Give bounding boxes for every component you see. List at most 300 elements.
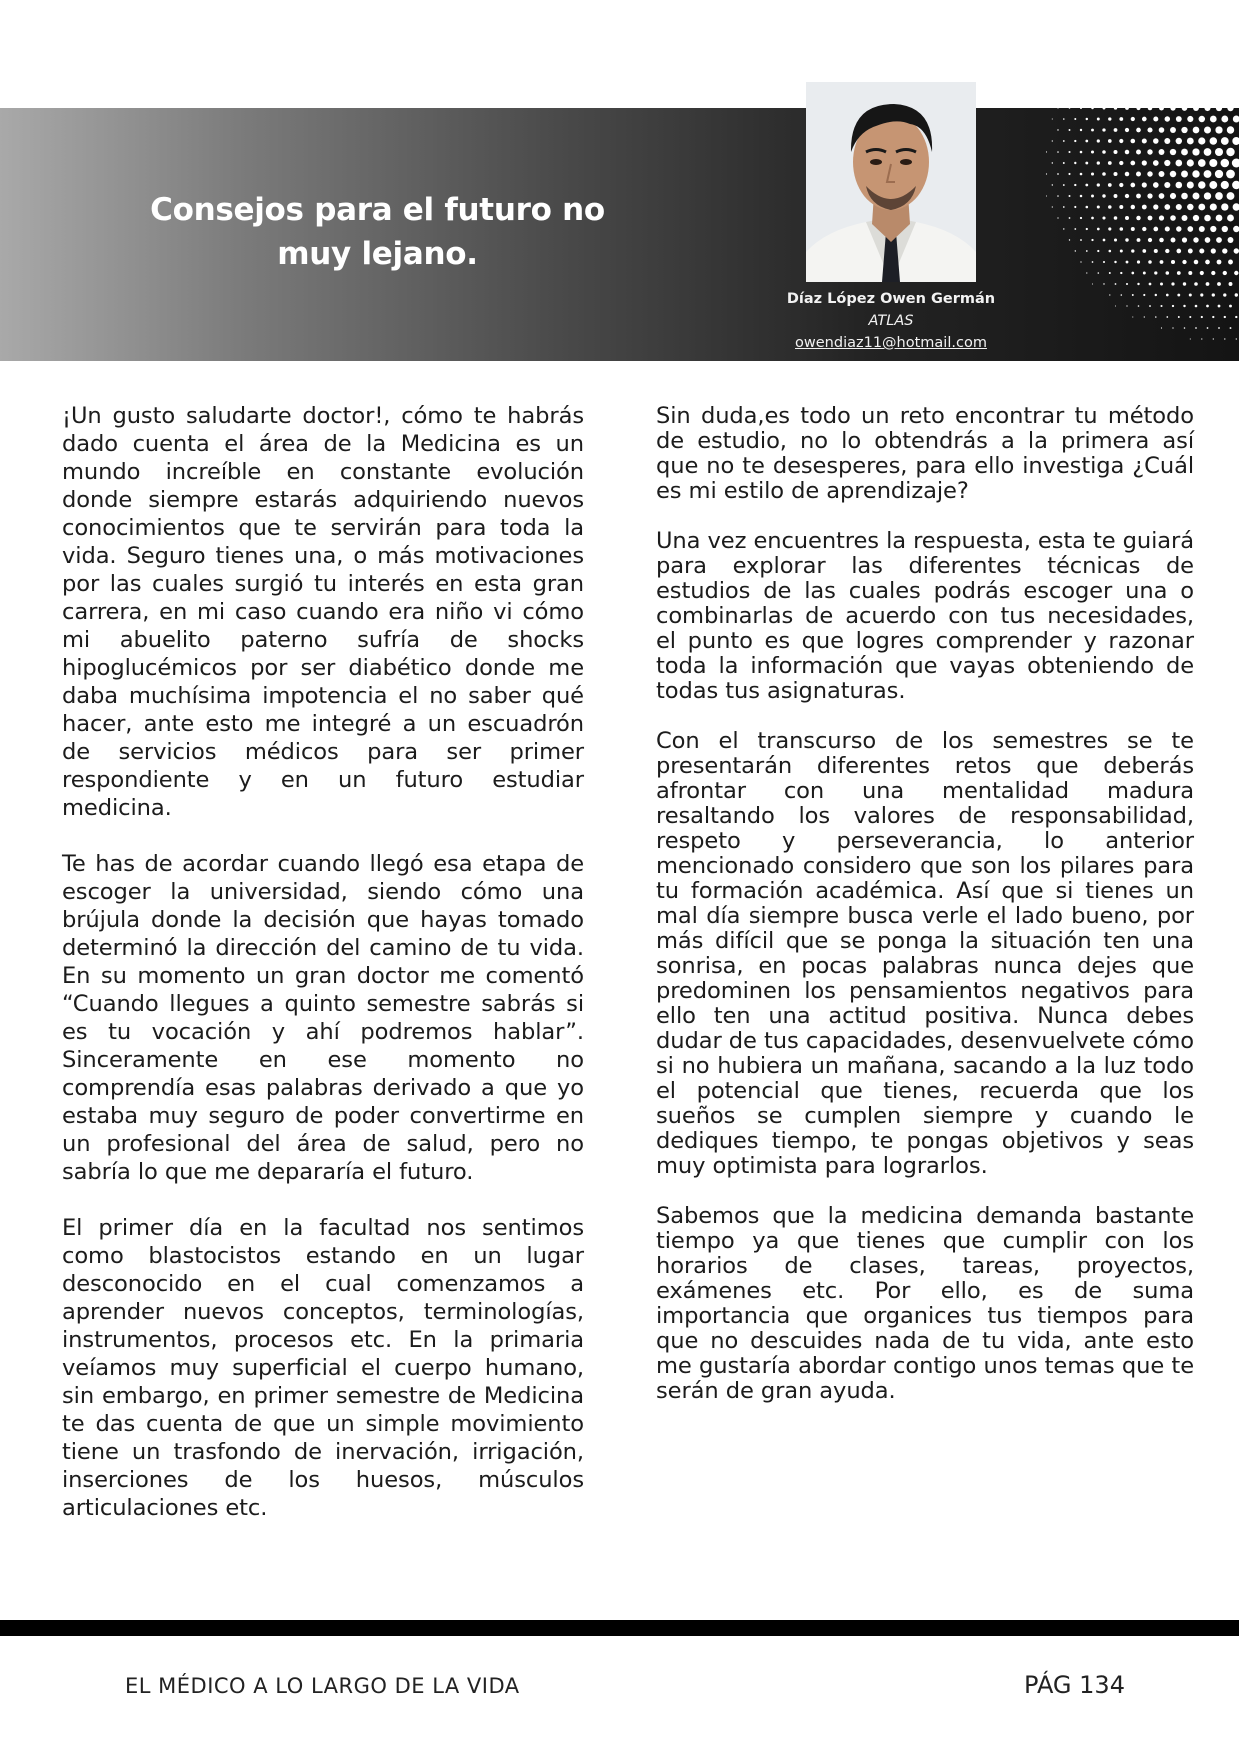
- halftone-dot: [1125, 238, 1128, 241]
- halftone-dot: [1200, 293, 1203, 296]
- halftone-dot: [1063, 118, 1065, 120]
- halftone-dot: [1193, 215, 1199, 221]
- halftone-dot: [1097, 272, 1099, 274]
- halftone-dot: [1215, 170, 1223, 178]
- halftone-dot: [1086, 118, 1088, 120]
- halftone-dot: [1108, 139, 1112, 143]
- halftone-dot: [1181, 127, 1187, 133]
- halftone-dot: [1232, 181, 1239, 189]
- halftone-dot: [1172, 305, 1174, 307]
- halftone-dot: [1176, 116, 1182, 122]
- halftone-dot: [1176, 204, 1182, 210]
- halftone-dot: [1181, 171, 1188, 178]
- halftone-dot: [1182, 260, 1186, 264]
- halftone-dot: [1159, 193, 1165, 199]
- halftone-dot: [1193, 108, 1199, 111]
- halftone-dot: [1223, 271, 1227, 275]
- paragraph: Con el transcurso de los semestres se te presentarán diferentes retos que deberás afrontar con una mentalidad madura resaltando los valores de responsabilidad, respeto y perseverancia, lo anterior mencionado considero que son los pilares para tu formación académica. Así que si tienes un mal día siempre busca verle el lado bueno, por más difícil que se ponga la situación ten una sonrisa, en pocas palabras nunca dejes que predominen los pensamientos negativos para ello ten una actitud positiva. Nunca debes dudar de tus capacidades, desenvuelvete cómo si no hubiera un mañana, sacando a la luz todo el potencial que tienes, recuerda que los sueños se cumplen siempre y cuando le dediques tiempo, te pongas objetivos y seas muy optimista para lograrlos.: [656, 728, 1194, 1179]
- halftone-dot: [1147, 171, 1152, 176]
- halftone-dot: [1057, 108, 1058, 109]
- halftone-dot: [1170, 149, 1176, 155]
- halftone-dot: [1159, 171, 1165, 177]
- paragraph: Te has de acordar cuando llegó esa etapa de escoger la universidad, siendo cómo una brújula donde la decisión que hayas tomado determinó la dirección del camino de tu vida. En su momento un gran doctor me comentó “Cuando llegues a quinto semestre sabrás si es tu vocación y ahí podremos hablar”. Sinceramente en ese momento no comprendía esas palabras derivado a que yo estaba muy seguro de poder convertirme en un profesional del área de salud, pero no sabría lo que me depararía el futuro.: [62, 851, 584, 1185]
- article-right-column: [656, 404, 1194, 1404]
- halftone-dot: [1210, 116, 1217, 123]
- halftone-dot: [1194, 282, 1198, 286]
- halftone-dot: [1177, 271, 1181, 275]
- halftone-dot: [1131, 249, 1134, 252]
- halftone-dot: [1138, 305, 1140, 307]
- halftone-dot: [1182, 108, 1188, 111]
- halftone-dot: [1052, 118, 1053, 119]
- halftone-dot: [1159, 108, 1164, 110]
- halftone-dot: [1136, 172, 1141, 177]
- halftone-dot: [1212, 316, 1214, 318]
- halftone-dot: [1198, 159, 1206, 167]
- halftone-dot: [1097, 228, 1100, 231]
- halftone-dot: [1148, 216, 1153, 221]
- author-email-link[interactable]: owendiaz11@hotmail.com: [795, 335, 987, 351]
- author-photo: [806, 82, 976, 282]
- halftone-dot: [1181, 149, 1188, 156]
- halftone-dot: [1166, 271, 1170, 275]
- halftone-dot: [1103, 108, 1106, 109]
- halftone-dot: [1198, 137, 1205, 144]
- halftone-dot: [1091, 172, 1094, 175]
- halftone-dot: [1063, 228, 1064, 229]
- halftone-dot: [1187, 159, 1194, 166]
- halftone-dot: [1142, 182, 1147, 187]
- halftone-dot: [1092, 261, 1094, 263]
- halftone-dot: [1223, 293, 1226, 296]
- halftone-dot: [1153, 204, 1158, 209]
- halftone-dot: [1149, 305, 1151, 307]
- halftone-dot: [1057, 129, 1058, 130]
- halftone-dot: [1080, 261, 1081, 262]
- halftone-dot: [1125, 216, 1129, 220]
- halftone-dot: [1232, 159, 1239, 168]
- halftone-dot: [1131, 117, 1135, 121]
- halftone-dot: [1131, 205, 1135, 209]
- halftone-dot: [1125, 172, 1130, 177]
- halftone-dot: [1063, 206, 1065, 208]
- halftone-dot: [1154, 271, 1157, 274]
- halftone-dot: [1221, 116, 1228, 123]
- halftone-dot: [1199, 248, 1204, 253]
- halftone-dot: [1229, 305, 1232, 308]
- halftone-dot: [1109, 272, 1111, 274]
- halftone-dot: [1233, 203, 1239, 210]
- halftone-dot: [1132, 294, 1134, 296]
- halftone-dot: [1074, 184, 1076, 186]
- halftone-dot: [1155, 316, 1157, 318]
- halftone-dot: [1170, 108, 1175, 111]
- halftone-dot: [1057, 195, 1059, 197]
- halftone-dot: [1136, 194, 1141, 199]
- halftone-dot: [1074, 118, 1076, 120]
- halftone-dot: [1176, 182, 1183, 189]
- halftone-dot: [1165, 116, 1170, 121]
- halftone-dot: [1102, 172, 1106, 176]
- halftone-dot: [1142, 138, 1147, 143]
- halftone-dot: [1121, 294, 1123, 296]
- halftone-dot: [1132, 316, 1133, 317]
- halftone-dot: [1155, 294, 1157, 296]
- halftone-dot: [1210, 226, 1216, 232]
- halftone-dot: [1177, 294, 1180, 297]
- halftone-dot: [1232, 137, 1239, 145]
- halftone-dot: [1194, 260, 1199, 265]
- halftone-dot: [1091, 195, 1094, 198]
- halftone-dot: [1046, 195, 1047, 196]
- halftone-dot: [1164, 138, 1170, 144]
- halftone-dot: [1200, 271, 1204, 275]
- halftone-dot: [1136, 108, 1140, 110]
- halftone-dot: [1103, 283, 1104, 284]
- halftone-dot: [1091, 239, 1093, 241]
- halftone-dot: [1085, 184, 1088, 187]
- halftone-dot: [1212, 293, 1215, 296]
- halftone-dot: [1218, 327, 1220, 329]
- halftone-dot: [1159, 127, 1165, 133]
- halftone-dot: [1114, 128, 1118, 132]
- halftone-dot: [1176, 226, 1181, 231]
- halftone-dot: [1159, 238, 1164, 243]
- halftone-dot: [1181, 193, 1188, 200]
- author-block: [760, 288, 1022, 354]
- halftone-dot: [1086, 250, 1088, 252]
- halftone-dot: [1119, 205, 1123, 209]
- halftone-dot: [1114, 261, 1116, 263]
- halftone-dot: [1143, 294, 1145, 296]
- halftone-dot: [1153, 116, 1158, 121]
- halftone-dot: [1103, 261, 1105, 263]
- halftone-dot: [1161, 327, 1162, 328]
- paragraph: Sabemos que la medicina demanda bastante tiempo ya que tienes que cumplir con los horarios de clases, tareas, proyectos, exámenes etc. Por ello, es de suma importancia que organices tus tiempos para que no descuides nada de tu vida, ante esto me gustaría abordar contigo unos temas que te serán de gran ayuda.: [656, 1203, 1194, 1404]
- halftone-dot: [1164, 160, 1170, 166]
- halftone-dot: [1102, 150, 1106, 154]
- halftone-dot: [1143, 272, 1146, 275]
- halftone-dot: [1215, 148, 1223, 156]
- halftone-dot: [1195, 305, 1198, 308]
- halftone-dot: [1230, 327, 1232, 329]
- halftone-dot: [1192, 170, 1199, 177]
- halftone-dot: [1137, 260, 1140, 263]
- halftone-dot: [1153, 182, 1159, 188]
- halftone-dot: [1086, 272, 1087, 273]
- halftone-dot: [1222, 226, 1228, 232]
- halftone-dot: [1108, 227, 1111, 230]
- paragraph: Una vez encuentres la respuesta, esta te guiará para explorar las diferentes técnicas de estudios de las cuales podrás escoger una o combinarlas de acuerdo con tus necesidades, el punto es que logres comprender y razonar toda la información que vayas obteniendo de todas tus asignaturas.: [656, 528, 1194, 704]
- halftone-dot: [1068, 173, 1070, 175]
- halftone-dot: [1153, 138, 1159, 144]
- halftone-dot: [1176, 138, 1182, 144]
- halftone-dot: [1195, 327, 1197, 329]
- halftone-dot: [1170, 215, 1176, 221]
- halftone-dot: [1108, 183, 1112, 187]
- halftone-dot: [1137, 283, 1139, 285]
- halftone-dot: [1102, 128, 1105, 131]
- halftone-dot: [1074, 228, 1076, 230]
- halftone-dot: [1091, 129, 1094, 132]
- halftone-dot: [1224, 316, 1226, 318]
- halftone-dot: [1080, 195, 1083, 198]
- article-left-column: [62, 402, 584, 1522]
- halftone-dot: [1187, 138, 1194, 145]
- halftone-dot: [1074, 162, 1076, 164]
- halftone-dot: [1080, 217, 1082, 219]
- halftone-dot: [1172, 327, 1173, 328]
- halftone-dot: [1211, 248, 1216, 253]
- halftone-dot: [1147, 193, 1152, 198]
- halftone-dot: [1109, 294, 1110, 295]
- halftone-dot: [1187, 204, 1194, 211]
- halftone-dot: [1165, 249, 1169, 253]
- halftone-dot: [1126, 283, 1128, 285]
- halftone-dot: [1170, 127, 1176, 133]
- halftone-dot: [1187, 116, 1193, 122]
- halftone-dot: [1119, 139, 1123, 143]
- halftone-dot: [1171, 282, 1174, 285]
- halftone-dot: [1190, 338, 1191, 339]
- halftone-dot: [1164, 204, 1170, 210]
- halftone-dot: [1159, 149, 1165, 155]
- halftone-dot: [1236, 338, 1237, 339]
- halftone-dot: [1097, 250, 1099, 252]
- halftone-dot: [1091, 108, 1094, 109]
- halftone-dot: [1226, 148, 1234, 156]
- halftone-dot: [1092, 283, 1093, 284]
- halftone-dot: [1142, 227, 1146, 231]
- halftone-dot: [1187, 181, 1194, 188]
- halftone-dot: [1052, 162, 1053, 163]
- halftone-dot: [1229, 282, 1233, 286]
- halftone-dot: [1192, 148, 1199, 155]
- halftone-dot: [1215, 126, 1222, 133]
- halftone-dot: [1160, 305, 1162, 307]
- halftone-dot: [1227, 192, 1235, 200]
- halftone-dot: [1164, 182, 1170, 188]
- halftone-dot: [1170, 193, 1176, 199]
- halftone-dot: [1114, 216, 1118, 220]
- halftone-dot: [1165, 226, 1170, 231]
- halftone-dot: [1136, 216, 1140, 220]
- halftone-dot: [1216, 215, 1223, 222]
- halftone-dot: [1052, 140, 1053, 141]
- magazine-name: EL MÉDICO A LO LARGO DE LA VIDA: [125, 1674, 520, 1698]
- halftone-dot: [1178, 316, 1180, 318]
- halftone-dot: [1063, 162, 1065, 164]
- halftone-dot: [1148, 108, 1153, 110]
- halftone-dot: [1097, 183, 1100, 186]
- author-name: Díaz López Owen Germán: [786, 291, 996, 307]
- halftone-dot: [1210, 137, 1218, 145]
- halftone-dot: [1126, 261, 1129, 264]
- page-number: PÁG 134: [1024, 1671, 1125, 1699]
- halftone-dot: [1120, 227, 1124, 231]
- halftone-dot: [1235, 316, 1237, 318]
- halftone-dot: [1227, 108, 1233, 111]
- halftone-dot: [1130, 183, 1135, 188]
- halftone-dot: [1074, 140, 1076, 142]
- halftone-dot: [1233, 116, 1239, 123]
- halftone-dot: [1199, 116, 1205, 122]
- halftone-dot: [1206, 282, 1210, 286]
- halftone-dot: [1086, 206, 1089, 209]
- halftone-dot: [1080, 108, 1082, 109]
- halftone-dot: [1131, 139, 1136, 144]
- halftone-dot: [1218, 305, 1221, 308]
- halftone-dot: [1069, 108, 1071, 109]
- halftone-dot: [1052, 184, 1053, 185]
- halftone-dot: [1114, 194, 1118, 198]
- halftone-dot: [1085, 162, 1088, 165]
- halftone-dot: [1182, 237, 1187, 242]
- halftone-dot: [1057, 151, 1059, 153]
- halftone-dot: [1148, 260, 1152, 264]
- halftone-dot: [1227, 215, 1234, 222]
- halftone-dot: [1097, 161, 1100, 164]
- halftone-dot: [1187, 226, 1193, 232]
- halftone-dot: [1063, 140, 1065, 142]
- halftone-dot: [1052, 206, 1053, 207]
- halftone-dot: [1137, 238, 1141, 242]
- halftone-dot: [1206, 305, 1209, 308]
- halftone-dot: [1057, 173, 1059, 175]
- halftone-dot: [1159, 215, 1164, 220]
- halftone-dot: [1074, 206, 1076, 208]
- halftone-dot: [1125, 194, 1129, 198]
- halftone-dot: [1108, 205, 1112, 209]
- halftone-dot: [1097, 118, 1100, 121]
- halftone-dot: [1205, 237, 1211, 243]
- halftone-dot: [1147, 127, 1152, 132]
- halftone-dot: [1103, 239, 1106, 242]
- halftone-dot: [1120, 250, 1123, 253]
- halftone-dot: [1176, 249, 1181, 254]
- halftone-dot: [1080, 151, 1083, 154]
- halftone-dot: [1109, 250, 1112, 253]
- halftone-dot: [1171, 238, 1176, 243]
- halftone-dot: [1130, 161, 1135, 166]
- halftone-dot: [1193, 237, 1198, 242]
- halftone-dot: [1204, 215, 1211, 222]
- halftone-dot: [1120, 272, 1122, 274]
- halftone-dot: [1201, 338, 1202, 339]
- halftone-dot: [1189, 293, 1192, 296]
- halftone-dot: [1069, 129, 1071, 131]
- halftone-dot: [1108, 117, 1111, 120]
- halftone-dot: [1154, 249, 1158, 253]
- halftone-dot: [1213, 338, 1214, 339]
- halftone-dot: [1222, 248, 1227, 253]
- halftone-dot: [1183, 305, 1185, 307]
- halftone-dot: [1063, 184, 1065, 186]
- halftone-dot: [1224, 338, 1225, 339]
- halftone-dot: [1142, 117, 1147, 122]
- halftone-dot: [1234, 248, 1239, 253]
- halftone-dot: [1142, 160, 1147, 165]
- halftone-dot: [1193, 127, 1200, 134]
- halftone-dot: [1235, 293, 1238, 296]
- article-title: Consejos para el futuro no muy lejano.: [150, 192, 605, 272]
- halftone-dot: [1227, 126, 1234, 133]
- halftone-dot: [1069, 217, 1071, 219]
- halftone-dot: [1204, 170, 1212, 178]
- halftone-dot: [1046, 173, 1047, 174]
- halftone-dot: [1119, 183, 1123, 187]
- halftone-dot: [1085, 140, 1088, 143]
- halftone-dot: [1108, 161, 1112, 165]
- halftone-dot: [1217, 282, 1221, 286]
- halftone-dot: [1144, 316, 1145, 317]
- halftone-dot: [1126, 305, 1127, 306]
- halftone-dot: [1136, 128, 1141, 133]
- halftone-dot: [1209, 181, 1217, 189]
- halftone-dot: [1221, 203, 1228, 210]
- halftone-dot: [1201, 316, 1203, 318]
- halftone-dot: [1080, 173, 1083, 176]
- halftone-dot: [1188, 249, 1193, 254]
- halftone-dot: [1211, 271, 1215, 275]
- halftone-dot: [1142, 205, 1147, 210]
- halftone-dot: [1068, 151, 1070, 153]
- halftone-dot: [1210, 203, 1217, 210]
- halftone-dot: [1182, 215, 1188, 221]
- halftone-dot: [1209, 159, 1217, 167]
- halftone-dot: [1057, 217, 1058, 218]
- halftone-dot: [1102, 194, 1105, 197]
- halftone-dot: [1046, 151, 1047, 152]
- halftone-dot: [1131, 227, 1135, 231]
- halftone-dot: [1080, 129, 1082, 131]
- paragraph: El primer día en la facultad nos sentimos como blastocistos estando en un lugar desconocido en el cual comenzamos a aprender nuevos conceptos, terminologías, instrumentos, procesos etc. En la primaria veíamos muy superficial el cuerpo humano, sin embargo, en primer semestre de Medicina te das cuenta de que un simple movimiento tiene un trasfondo de inervación, irrigación, inserciones de los huesos, músculos articulaciones etc.: [62, 1215, 584, 1521]
- halftone-dot: [1119, 161, 1123, 165]
- halftone-dot: [1125, 150, 1129, 154]
- halftone-dot: [1086, 228, 1088, 230]
- halftone-dot: [1115, 305, 1116, 306]
- halftone-dot: [1217, 260, 1222, 265]
- halftone-dot: [1207, 327, 1209, 329]
- halftone-dot: [1216, 237, 1222, 243]
- halftone-dot: [1170, 171, 1176, 177]
- halftone-dot: [1228, 260, 1233, 265]
- paragraph: Sin duda,es todo un reto encontrar tu método de estudio, no lo obtendrás a la primera así que no te desesperes, para ello investiga ¿Cuál es mi estilo de aprendizaje?: [656, 403, 1194, 504]
- halftone-dot: [1136, 150, 1141, 155]
- halftone-dot: [1131, 272, 1134, 275]
- halftone-dot: [1171, 260, 1175, 264]
- halftone-dot: [1080, 239, 1082, 241]
- halftone-dot: [1166, 294, 1169, 297]
- halftone-dot: [1091, 217, 1094, 220]
- halftone-dot: [1114, 150, 1118, 154]
- halftone-dot: [1142, 249, 1146, 253]
- halftone-dot: [1119, 117, 1123, 121]
- halftone-dot: [1147, 149, 1152, 154]
- halftone-dot: [1216, 108, 1222, 111]
- halftone-dot: [1204, 192, 1211, 199]
- halftone-dot: [1233, 226, 1239, 232]
- halftone-dot: [1097, 205, 1100, 208]
- halftone-dot: [1149, 283, 1152, 286]
- halftone-dot: [1175, 160, 1182, 167]
- halftone-dot: [1215, 192, 1223, 200]
- halftone-dot: [1204, 126, 1211, 133]
- halftone-dot: [1221, 137, 1229, 145]
- halftone-dot: [1205, 260, 1210, 265]
- halftone-dot: [1228, 237, 1234, 243]
- header-banner: [0, 108, 1239, 361]
